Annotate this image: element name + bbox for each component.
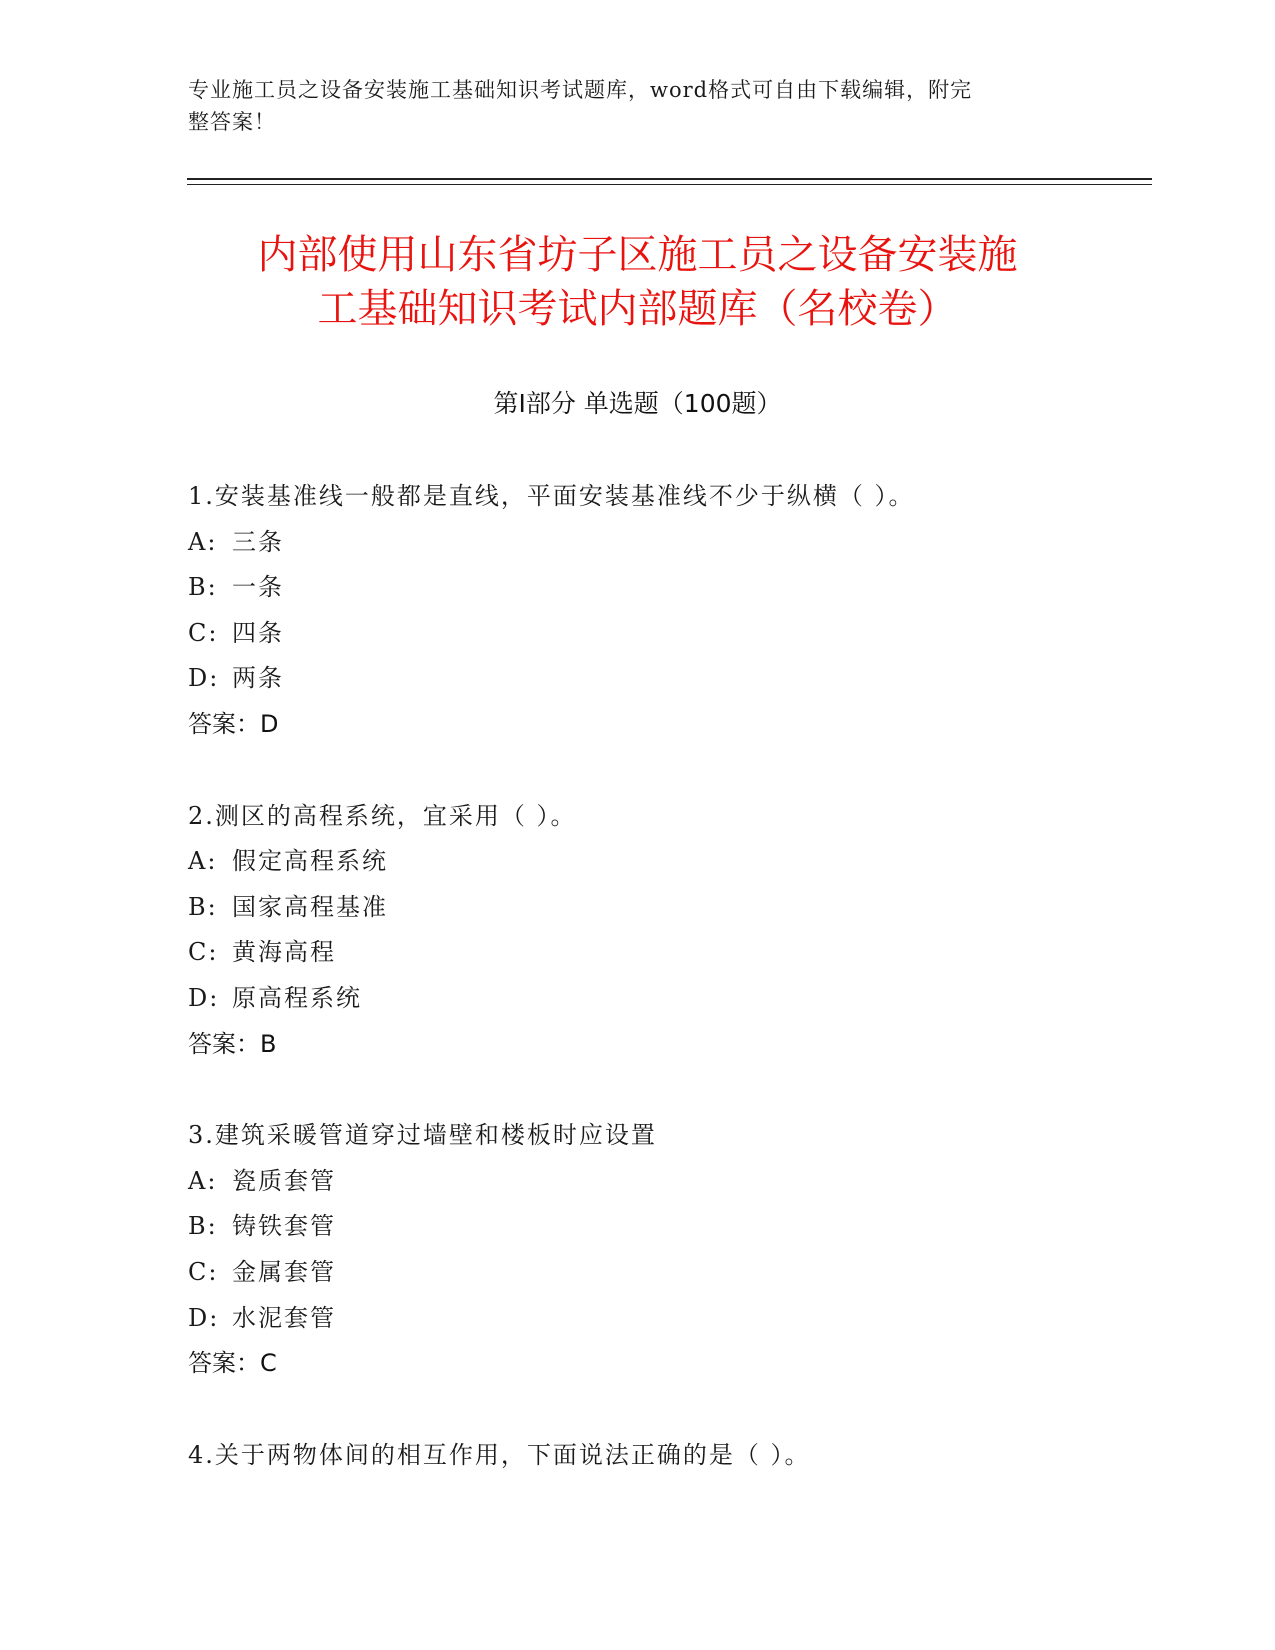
answer: 答案：C [188,1349,277,1378]
question-stem: 2.测区的高程系统，宜采用（ ）。 [188,801,577,830]
intro-line-1: 专业施工员之设备安装施工基础知识考试题库，word格式可自由下载编辑，附完 [188,78,973,102]
option-d [188,656,1148,702]
question-2 [188,794,1148,1068]
question-list [188,474,1148,1478]
question-1 [188,474,1148,748]
option-text: 国家高程基准 [232,892,388,921]
option-d [188,1296,1148,1342]
question-stem: 1.安装基准线一般都是直线，平面安装基准线不少于纵横（ ）。 [188,482,915,510]
option-c [188,1250,1148,1296]
option-key: C: [188,1257,219,1286]
option-c [188,611,1148,657]
header-divider-thick [187,178,1152,180]
question-stem: 4.关于两物体间的相互作用，下面说法正确的是（ ）。 [188,1440,811,1469]
option-text: 两条 [232,664,284,693]
option-key: A: [188,1166,218,1195]
header-divider-thin [187,184,1152,185]
option-text: 水泥套管 [232,1303,336,1332]
option-key: D: [188,983,220,1012]
option-key: A: [188,847,218,876]
title-line-2: 工基础知识考试内部题库（名校卷） [317,286,958,332]
option-text: 瓷质套管 [232,1166,336,1195]
option-text: 金属套管 [232,1257,336,1286]
intro-line-2: 整答案！ [188,110,276,134]
option-key: D: [188,664,220,693]
document-title [140,228,1135,336]
option-key: D: [188,1303,220,1332]
option-b [188,885,1148,931]
option-text: 一条 [232,573,284,602]
option-key: B: [188,1212,218,1241]
option-a [188,1159,1148,1205]
option-a [188,520,1148,566]
option-key: C: [188,618,219,647]
title-line-1: 内部使用山东省坊子区施工员之设备安装施 [257,232,1018,278]
section-title: 第Ⅰ部分 单选题（100题） [493,389,782,418]
answer: 答案：B [188,1029,277,1058]
option-key: C: [188,938,219,967]
option-b [188,1204,1148,1250]
option-text: 原高程系统 [232,983,362,1012]
option-text: 铸铁套管 [232,1212,336,1241]
option-key: B: [188,892,218,921]
option-c [188,930,1148,976]
answer: 答案：D [188,709,279,738]
option-text: 假定高程系统 [232,847,388,876]
option-b [188,565,1148,611]
option-text: 黄海高程 [232,938,336,967]
option-key: B: [188,573,218,602]
option-d [188,976,1148,1022]
question-3 [188,1113,1148,1387]
option-text: 四条 [232,618,284,647]
option-key: A: [188,527,218,556]
question-4 [188,1433,1148,1479]
question-stem: 3.建筑采暖管道穿过墙壁和楼板时应设置 [188,1121,657,1150]
option-a [188,839,1148,885]
document-intro [188,74,1068,138]
option-text: 三条 [232,527,284,556]
